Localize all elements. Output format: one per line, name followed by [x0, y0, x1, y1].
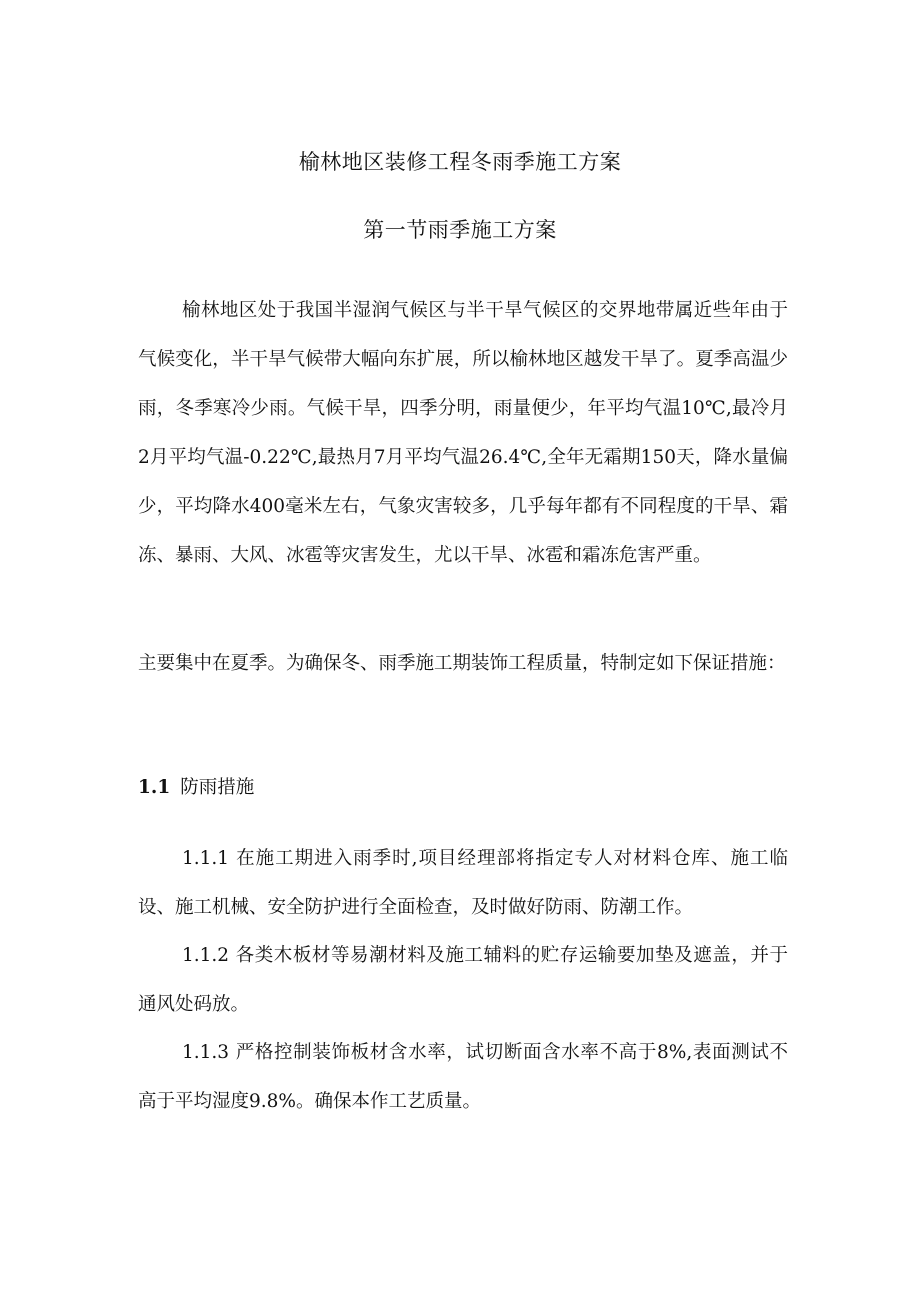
document-title: 榆林地区装修工程冬雨季施工方案 [298, 150, 622, 174]
subsection-number: 1.1 [138, 777, 171, 798]
second-paragraph: 主要集中在夏季。为确保冬、雨季施工期装饰工程质量，特制定如下保证措施： [138, 653, 786, 674]
subsection-heading [138, 763, 254, 812]
intro-paragraph: 榆林地区处于我国半湿润气候区与半干旱气候区的交界地带属近些年由于气候变化，半干旱气候带大幅向东扩展，所以榆林地区越发干旱了。夏季高温少雨，冬季寒冷少雨。气候干旱，四季分明，雨量便少，年平均气温10℃,最冷月2月平均气温-0.22℃,最热月7月平均气温26.4℃,全年无霜期150天，降水量偏少，平均降水400毫米左右，气象灾害较多，几乎每年都有不同程度的干旱、霜冻、暴雨、大风、冰雹等灾害发生，尤以干旱、冰雹和霜冻危害严重。 [138, 300, 788, 566]
item-number: 1.1.1 [182, 848, 230, 869]
list-item [138, 931, 788, 1029]
item-text: 在施工期进入雨季时,项目经理部将指定专人对材料仓库、施工临设、施工机械、安全防护进行全面检查，及时做好防雨、防潮工作。 [138, 848, 788, 918]
item-text: 各类木板材等易潮材料及施工辅料的贮存运输要加垫及遮盖，并于通风处码放。 [138, 945, 788, 1015]
list-item [138, 1028, 788, 1126]
subsection-title: 防雨措施 [180, 777, 255, 798]
list-item [138, 834, 788, 932]
item-number: 1.1.3 [182, 1042, 230, 1063]
item-text: 严格控制装饰板材含水率，试切断面含水率不高于8%,表面测试不高于平均湿度9.8%。确保本作工艺质量。 [138, 1042, 788, 1112]
item-number: 1.1.2 [182, 945, 230, 966]
section-title: 第一节雨季施工方案 [363, 218, 557, 242]
